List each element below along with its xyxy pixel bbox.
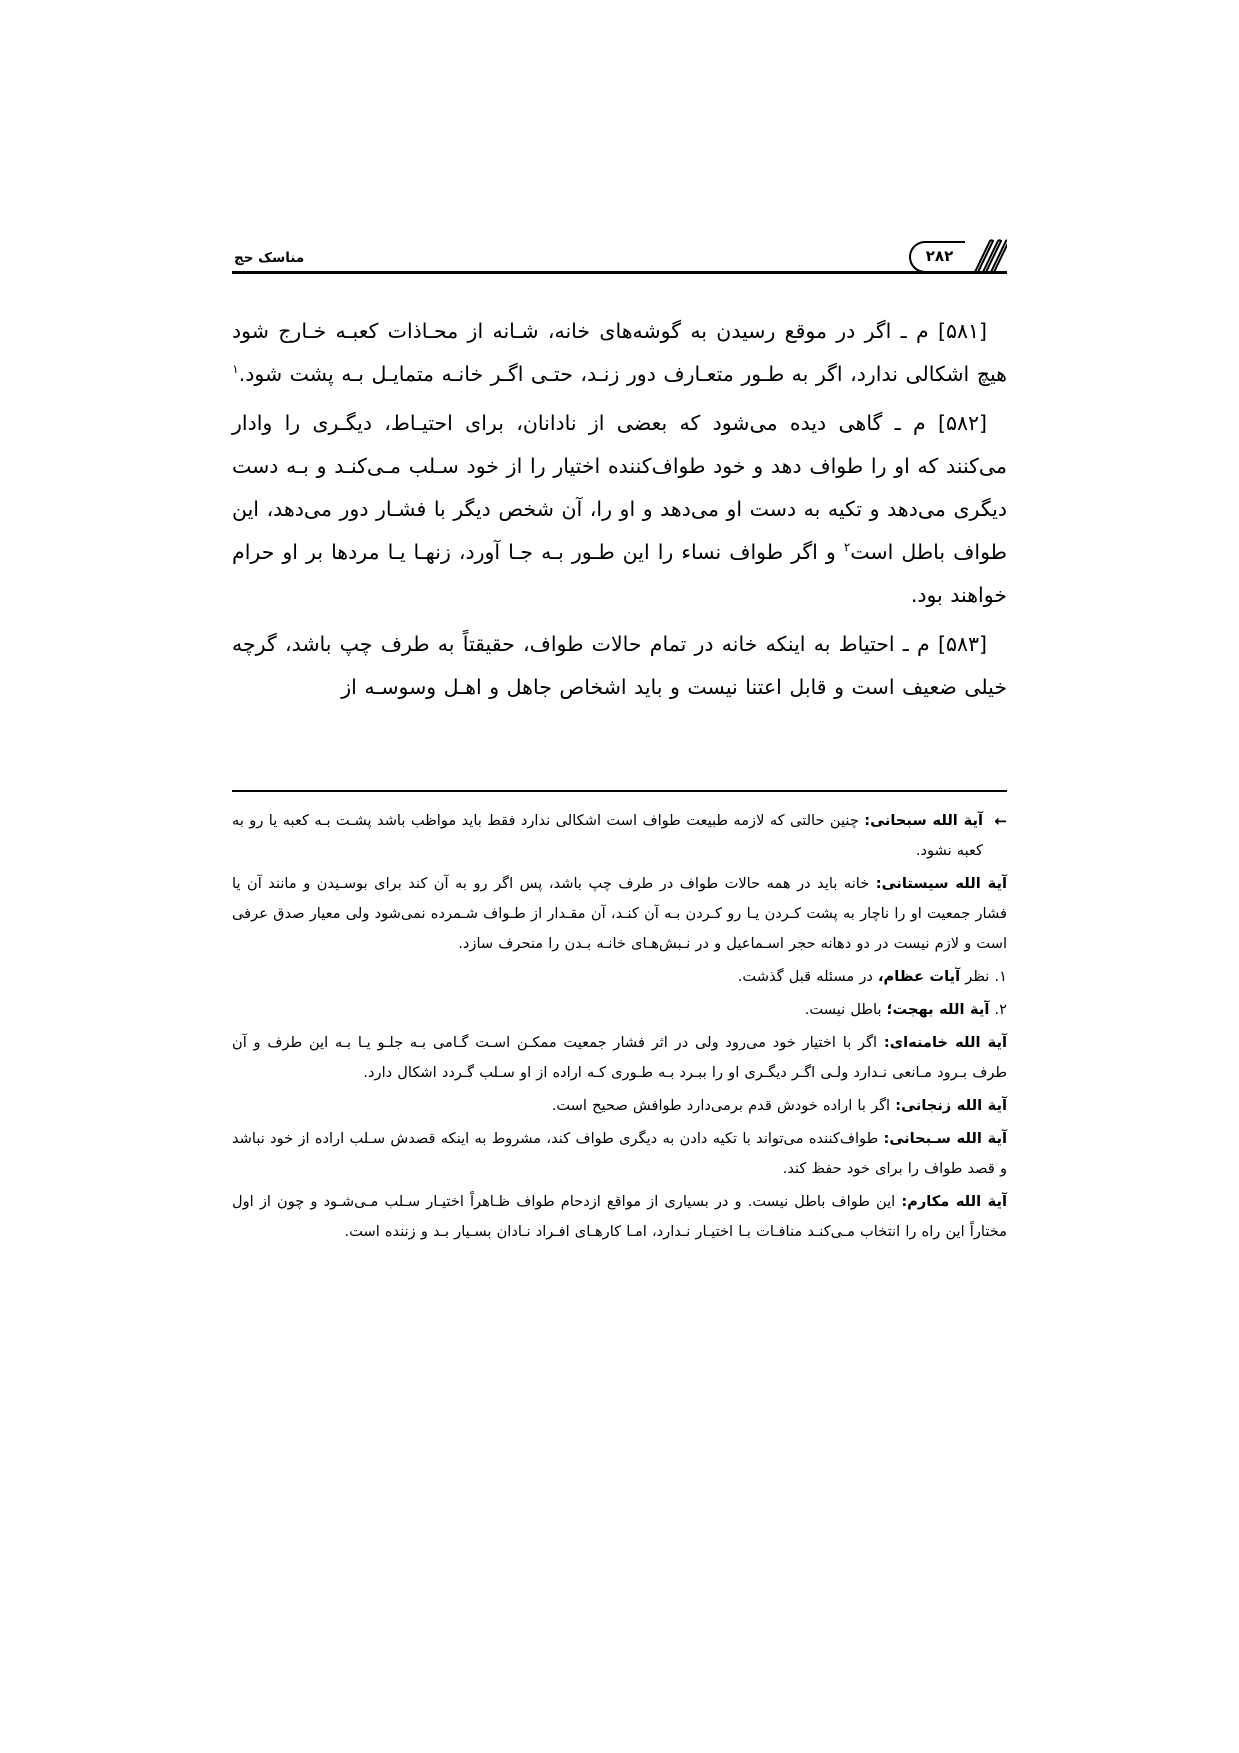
footnote-1-text-before: نظر <box>960 968 995 985</box>
ruling-582-text-part1: [۵۸۲] م ـ گاهی دیده می‌شود که بعضی از نادانان، برای احتیـاط، دیگـری را وادار می‌کنند که او را طواف دهد و خود طواف‌کننده اختیار را از خود سـلب مـی‌کنـد و بـه دست دیگری می‌دهد و تکیه به دست او می‌دهد و او را، آن شخص دیگر با فشـار دور می‌دهد، این طواف باطل است <box>232 411 1007 564</box>
footnote-ref-1[interactable]: ۱ <box>232 362 239 377</box>
footnote-authority-makarem: آیة الله مکارم: <box>901 1193 1007 1210</box>
book-title: مناسک حج <box>234 250 305 266</box>
header-divider-rule <box>232 271 1007 274</box>
footnote-2-text-after: باطل نیست. <box>804 1001 887 1018</box>
footnote-ref-2[interactable]: ۲ <box>843 540 851 555</box>
footnote-makarem <box>232 1187 1007 1247</box>
footnote-authority-sistani: آیة الله سیستانی: <box>875 875 1007 892</box>
footnote-number-2: ۲. <box>994 1001 1007 1018</box>
ruling-582-text-part2: و اگر طواف نساء را این طـور بـه جـا آورد، زنهـا یـا مردها بر او حرام خواهند بود. <box>232 540 1007 607</box>
footnote-text-sobhani-second: طواف‌کننده می‌تواند با تکیه دادن به دیگری طواف کند، مشروط به اینکه قصدش سـلب اراده از خود نباشد و قصد طواف را برای خود حفظ کند. <box>232 1130 1007 1177</box>
footnote-text-khamenei: اگر با اختیار خود می‌رود ولی در اثر فشار جمعیت ممکـن اسـت گـامی بـه جلـو یـا بـه این طرف و آن طرف بـرود مـانعی نـدارد ولـی اگـر دیگـری او را ببـرد بـه طـوری کـه اراده از او سـلب گـردد اشکال دارد. <box>232 1034 1007 1081</box>
ruling-583-text: [۵۸۳] م ـ احتیاط به اینکه خانه در تمام حالات طواف، حقیقتاً به طرف چپ باشد، گرچه خیلی ضعیف است و قابل اعتنا نیست و باید اشخاص جاهل و اهـل وسوسـه از <box>232 632 1007 699</box>
footnote-authority-sobhani-second: آیة الله سـبحانی: <box>883 1130 1007 1147</box>
footnote-1-text-after: در مسئله قبل گذشت. <box>737 968 879 985</box>
footnote-authority-behjat: آیة الله بهجت؛ <box>886 1001 990 1018</box>
ruling-paragraph-581 <box>232 310 1007 396</box>
body-text <box>232 310 1007 709</box>
footnote-authority-khamenei: آیة الله خامنه‌ای: <box>883 1034 1008 1051</box>
footnote-section <box>232 790 1007 1250</box>
footnote-divider-rule <box>232 790 1007 792</box>
footnote-continuation-sobhani <box>232 806 1007 866</box>
footnote-numbered-2 <box>232 995 1007 1025</box>
footnote-number-1: ۱. <box>994 968 1007 985</box>
footnote-zanjani <box>232 1091 1007 1121</box>
continuation-arrow-icon: ← <box>994 812 1007 830</box>
footnote-sobhani-second <box>232 1124 1007 1184</box>
ruling-paragraph-583 <box>232 623 1007 709</box>
footnote-text-sistani: خانه باید در همه حالات طواف در طرف چپ باشد، پس اگر رو به آن کند برای بوسـیدن و مانند آن یا فشار جمعیت او را ناچار به پشت کـردن یـا رو کـردن بـه آن کنـد، آن مقـدار از طـواف شـمرده نمی‌شود ولی معیار صدق عرفی است و لازم نیست در دو دهانه حجر اسـماعیل و در نـبش‌هـای خانـه بـدن را منحرف سازد. <box>232 875 1007 952</box>
footnote-authority-ayat-ezam: آیات عظام، <box>878 968 961 985</box>
ruling-581-text: [۵۸۱] م ـ اگر در موقع رسیدن به گوشه‌های خانه، شـانه از محـاذات کعبـه خـارج شود هیچ اشکالی ندارد، اگر به طـور متعـارف دور زنـد، حتـی اگـر خانـه متمایـل بـه پشت شود. <box>232 319 1007 386</box>
footnote-text-zanjani: اگر با اراده خودش قدم برمی‌دارد طوافش صحیح است. <box>551 1097 896 1114</box>
footnote-authority-sobhani: آیة الله سبحانی: <box>864 812 984 829</box>
footnote-numbered-1 <box>232 962 1007 992</box>
striped-page-corner-icon <box>965 239 1007 273</box>
footnote-khamenei <box>232 1028 1007 1088</box>
running-header <box>232 228 1007 274</box>
footnote-authority-zanjani: آیة الله زنجانی: <box>895 1097 1007 1114</box>
footnote-sistani <box>232 869 1007 959</box>
footnote-text-makarem: این طواف باطل نیست. و در بسیاری از مواقع ازدحام طواف ظـاهراً اختیـار سـلب مـی‌شـود و چون از اول مختاراً این راه را انتخاب مـی‌کنـد منافـات بـا اختیـار نـدارد، امـا کارهـای افـراد نـادان بسـیار بـد و زننده است. <box>232 1193 1007 1240</box>
footnote-text-sobhani: چنین حالتی که لازمه طبیعت طواف است اشکالی ندارد فقط باید مواظب باشد پشـت بـه کعبه یا رو به کعبه نشود. <box>232 812 983 859</box>
ruling-paragraph-582 <box>232 402 1007 617</box>
page-content <box>232 228 1007 709</box>
page-number-box <box>909 241 965 273</box>
folio-badge <box>909 239 1007 273</box>
page-number: ۲۸۲ <box>925 246 954 265</box>
